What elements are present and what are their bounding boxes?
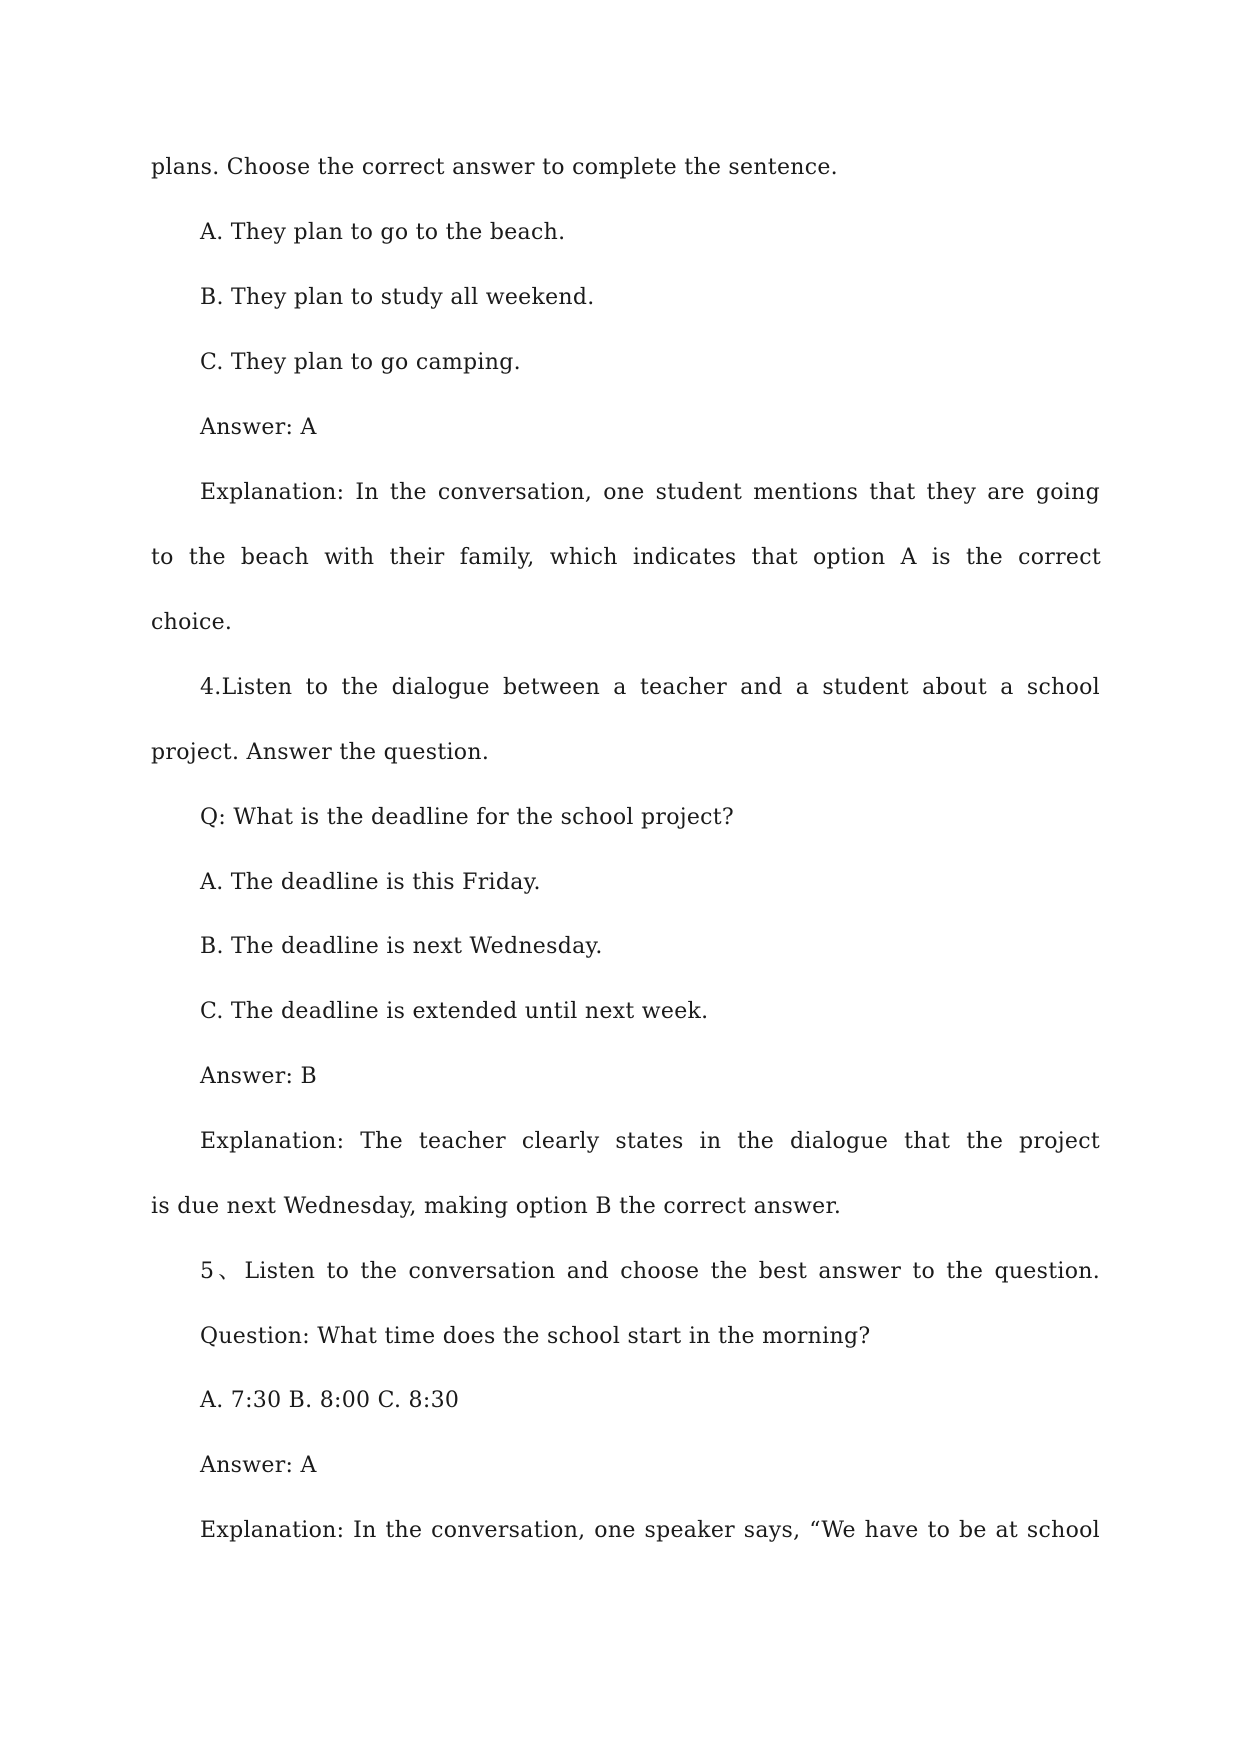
explanation-line: is due next Wednesday, making option B the correct answer.	[151, 1194, 842, 1219]
answer-line: Answer: A	[200, 415, 317, 440]
option-a: A. They plan to go to the beach.	[200, 220, 566, 245]
answer-line: Answer: B	[200, 1064, 317, 1089]
option-c: C. The deadline is extended until next week.	[200, 999, 709, 1024]
options-line: A. 7:30 B. 8:00 C. 8:30	[200, 1388, 460, 1413]
question-heading: 5、Listen to the conversation and choose the best answer to the question.	[200, 1259, 1100, 1284]
option-b: B. They plan to study all weekend.	[200, 285, 595, 310]
explanation-line: Explanation: The teacher clearly states in the dialogue that the project	[200, 1129, 1100, 1154]
answer-line: Answer: A	[200, 1453, 317, 1478]
question-heading: project. Answer the question.	[151, 740, 490, 765]
option-c: C. They plan to go camping.	[200, 350, 521, 375]
text-line: plans. Choose the correct answer to complete the sentence.	[151, 155, 838, 180]
explanation-line: Explanation: In the conversation, one student mentions that they are going	[200, 480, 1100, 505]
explanation-line: Explanation: In the conversation, one speaker says, “We have to be at school	[200, 1518, 1100, 1543]
question-heading: 4.Listen to the dialogue between a teacher and a student about a school	[200, 675, 1100, 700]
question-text: Question: What time does the school start in the morning?	[200, 1324, 871, 1349]
option-a: A. The deadline is this Friday.	[200, 870, 541, 895]
question-text: Q: What is the deadline for the school project?	[200, 805, 735, 830]
explanation-line: choice.	[151, 610, 233, 635]
explanation-line: to the beach with their family, which indicates that option A is the correct	[151, 545, 1101, 570]
option-b: B. The deadline is next Wednesday.	[200, 934, 603, 959]
